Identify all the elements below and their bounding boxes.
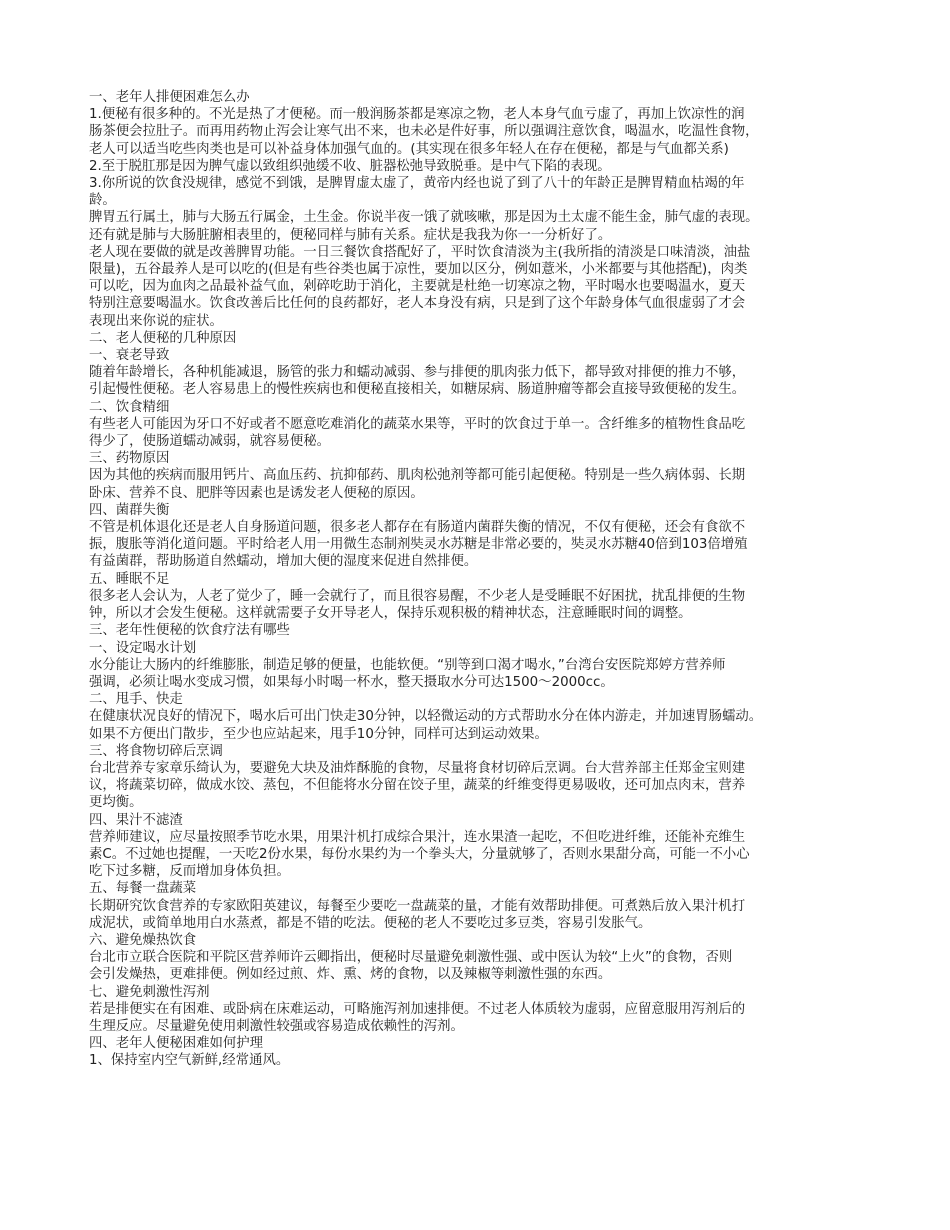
- text-line: 还有就是肺与大肠脏腑相表里的，便秘同样与肺有关系。症状是我我为你一一分析好了。: [89, 227, 612, 243]
- text-line: 不管是机体退化还是老人自身肠道问题，很多老人都存在有肠道内菌群失衡的情况，不仅有便秘，还会有食欲不: [89, 520, 746, 536]
- text-line: 因为其他的疾病而服用钙片、高血压药、抗抑郁药、肌肉松弛剂等都可能引起便秘。特别是一些久病体弱、长期: [89, 468, 746, 484]
- text-line: 成泥状，或简单地用白水蒸煮，都是不错的吃法。便秘的老人不要吃过多豆类，容易引发胀气。: [89, 915, 652, 931]
- text-line: 很多老人会认为，人老了觉少了，睡一会就行了，而且很容易醒，不少老人是受睡眠不好困扰，扰乱排便的生物: [89, 588, 746, 604]
- text-line: 一、老年人排便困难怎么办: [89, 90, 250, 105]
- text-line: 三、老年性便秘的饮食疗法有哪些: [89, 623, 290, 639]
- text-line: 有益菌群，帮助肠道自然蠕动，增加大便的湿度来促进自然排便。: [89, 554, 478, 570]
- text-line: 得少了，使肠道蠕动减弱，就容易便秘。: [89, 434, 331, 450]
- text-line: 2.至于脱肛那是因为脾气虚以致组织弛缓不收、脏器松弛导致脱垂。是中气下陷的表现。: [89, 158, 611, 174]
- text-line: 四、果汁不滤渣: [89, 812, 183, 828]
- text-line: 四、菌群失衡: [89, 502, 170, 518]
- text-line: 会引发燥热，更难排便。例如经过煎、炸、熏、烤的食物，以及辣椒等刺激性强的东西。: [89, 967, 612, 983]
- text-line: 强调，必须让喝水变成习惯，如果每小时喝一杯水，整天摄取水分可达1500～2000cc。: [89, 674, 614, 690]
- text-line: 脾胃五行属土，肺与大肠五行属金，土生金。你说半夜一饿了就咳嗽，那是因为土太虚不能生金，肺气虚的表现。: [89, 210, 759, 226]
- text-line: 四、老年人便秘困难如何护理: [89, 1036, 264, 1052]
- text-line: 老人现在要做的就是改善脾胃功能。一日三餐饮食搭配好了，平时饮食清淡为主(我所指的清淡是口味清淡，油盐: [89, 244, 751, 260]
- text-line: 3.你所说的饮食没规律，感觉不到饿，是脾胃虚太虚了，黄帝内经也说了到了八十的年龄正是脾胃精血枯竭的年: [89, 176, 745, 192]
- text-line: 二、饮食精细: [89, 399, 170, 415]
- document-body: [89, 89, 870, 1070]
- text-line: 三、药物原因: [89, 451, 170, 467]
- text-line: 表现出来你说的症状。: [89, 313, 223, 329]
- text-line: 可以吃，因为血肉之品最补益气血，剁碎吃助于消化，主要就是杜绝一切寒凉之物，平时喝水也要喝温水，夏天: [89, 279, 746, 295]
- text-line: 1、保持室内空气新鲜,经常通风。: [89, 1053, 290, 1069]
- text-line: 1.便秘有很多种的。不光是热了才便秘。而一般润肠茶都是寒凉之物，老人本身气血亏虚了，再加上饮凉性的润: [89, 107, 745, 123]
- text-line: 五、每餐一盘蔬菜: [89, 881, 197, 897]
- text-line: 如果不方便出门散步，至少也应站起来，甩手10分钟，同样可达到运动效果。: [89, 726, 548, 742]
- text-line: 二、甩手、快走: [89, 692, 183, 708]
- text-line: 龄。: [89, 193, 116, 209]
- text-line: 二、老人便秘的几种原因: [89, 330, 237, 346]
- text-line: 限量)，五谷最养人是可以吃的(但是有些谷类也属于凉性，要加以区分，例如薏米，小米都要与其他搭配)，肉类: [89, 262, 748, 278]
- text-line: 五、睡眠不足: [89, 571, 170, 587]
- text-line: 一、衰老导致: [89, 348, 170, 364]
- text-line: 钟，所以才会发生便秘。这样就需要子女开导老人，保持乐观积极的精神状态，注意睡眠时间的调整。: [89, 606, 692, 622]
- text-line: 振，腹胀等消化道问题。平时给老人用一用微生态制剂奘灵水苏糖是非常必要的，奘灵水苏糖40倍到103倍增殖: [89, 537, 748, 553]
- text-line: 营养师建议，应尽量按照季节吃水果，用果汁机打成综合果汁，连水果渣一起吃，不但吃进纤维，还能补充维生: [89, 829, 746, 845]
- text-line: 更均衡。: [89, 795, 143, 811]
- text-line: 一、设定喝水计划: [89, 640, 197, 656]
- text-line: 老人可以适当吃些肉类也是可以补益身体加强气血的。(其实现在很多年轻人在存在便秘，都是与气血都关系): [89, 141, 729, 157]
- text-line: 引起慢性便秘。老人容易患上的慢性疾病也和便秘直接相关，如糖尿病、肠道肿瘤等都会直接导致便秘的发生。: [89, 382, 746, 398]
- text-line: 吃下过多糖，反而增加身体负担。: [89, 864, 290, 880]
- text-line: 卧床、营养不良、肥胖等因素也是诱发老人便秘的原因。: [89, 485, 424, 501]
- text-line: 生理反应。尽量避免使用刺激性较强或容易造成依赖性的泻剂。: [89, 1018, 464, 1034]
- text-line: 七、避免刺激性泻剂: [89, 984, 210, 1000]
- text-line: 有些老人可能因为牙口不好或者不愿意吃难消化的蔬菜水果等，平时的饮食过于单一。含纤维多的植物性食品吃: [89, 416, 746, 432]
- text-line: 素C。不过她也提醒，一天吃2份水果，每份水果约为一个拳头大，分量就够了，否则水果甜分高，可能一不小心: [89, 846, 750, 862]
- text-line: 六、避免燥热饮食: [89, 932, 197, 948]
- text-line: 台北营养专家章乐绮认为，要避免大块及油炸酥脆的食物，尽量将食材切碎后烹调。台大营养部主任郑金宝则建: [89, 760, 746, 776]
- text-line: 在健康状况良好的情况下，喝水后可出门快走30分钟，以轻微运动的方式帮助水分在体内游走，并加速胃肠蠕动。: [89, 709, 763, 725]
- text-line: 特别注意要喝温水。饮食改善后比任何的良药都好，老人本身没有病，只是到了这个年龄身体气血很虚弱了才会: [89, 296, 746, 312]
- text-line: 长期研究饮食营养的专家欧阳英建议，每餐至少要吃一盘蔬菜的量，才能有效帮助排便。可煮熟后放入果汁机打: [89, 898, 746, 914]
- text-line: 若是排便实在有困难、或卧病在床难运动，可略施泻剂加速排便。不过老人体质较为虚弱，应留意服用泻剂后的: [89, 1001, 746, 1017]
- text-line: 台北市立联合医院和平院区营养师许云卿指出，便秘时尽量避免刺激性强、或中医认为较“上火”的食物，否则: [89, 950, 733, 966]
- text-line: 随着年龄增长，各种机能减退，肠管的张力和蠕动减弱、参与排便的肌肉张力低下，都导致对排便的推力不够，: [89, 365, 746, 381]
- text-line: 肠茶便会拉肚子。而再用药物止泻会让寒气出不来，也未必是件好事，所以强调注意饮食，喝温水，吃温性食物，: [89, 124, 759, 140]
- text-line: 水分能让大肠内的纤维膨胀，制造足够的便量，也能软便。“别等到口渴才喝水，”台湾台安医院郑婷方营养师: [89, 657, 726, 673]
- text-line: 议，将蔬菜切碎，做成水饺、蒸包，不但能将水分留在饺子里，蔬菜的纤维变得更易吸收，还可加点肉末，营养: [89, 778, 746, 794]
- text-line: 三、将食物切碎后烹调: [89, 743, 223, 759]
